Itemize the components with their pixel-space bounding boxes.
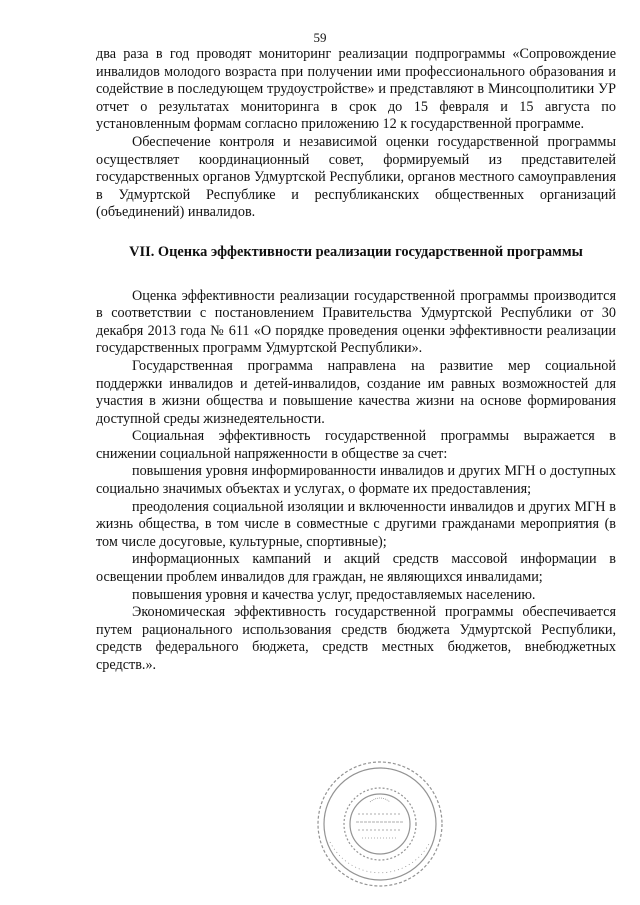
paragraph-evaluation: Оценка эффективности реализации государственной программы производится в соответствии с постановлением Правительства Удмуртской Республики от 30 декабря 2013 года № 611 «О порядке проведения оценки эффективности реализации государственных программ Удмуртской Республики».	[96, 287, 616, 357]
paragraph-monitoring: два раза в год проводят мониторинг реализации подпрограммы «Сопровождение инвалидов молодого возраста при получении ими профессионального образования и содействие в последующем трудоустройстве» и представляют в Минсоцполитики УР отчет о результатах мониторинга в срок до 15 февраля и 15 августа по установленным формам согласно приложению 12 к государственной программе.	[96, 46, 616, 133]
list-item-media: информационных кампаний и акций средств массовой информации в освещении проблем инвалидов для граждан, не являющихся инвалидами;	[96, 551, 616, 586]
seal-stamp-icon	[300, 752, 460, 892]
paragraph-social-effect: Социальная эффективность государственной программы выражается в снижении социальной напряженности в обществе за счет:	[96, 428, 616, 462]
paragraph-economic-effect: Экономическая эффективность государственной программы обеспечивается путем рационального использования средств бюджета Удмуртской Республики, средств федерального бюджета, средств местных бюджетов, внебюджетных средств.».	[96, 604, 616, 673]
list-item-isolation: преодоления социальной изоляции и включенности инвалидов и других МГН в жизнь общества, в том числе в совместные с другими гражданами мероприятия (в том числе досуговые, культурные, спортивные);	[96, 498, 616, 550]
page-number: 59	[313, 30, 327, 45]
paragraph-program-goal: Государственная программа направлена на развитие мер социальной поддержки инвалидов и детей-инвалидов, создание им равных возможностей для участия в жизни общества и повышение качества жизни на основе формирования доступной среды жизнедеятельности.	[96, 357, 616, 427]
section-heading: VII. Оценка эффективности реализации государственной программы	[129, 243, 583, 260]
paragraph-control: Обеспечение контроля и независимой оценки государственной программы осуществляет координационный совет, формируемый из представителей государственных органов Удмуртской Республики, органов местного самоуправления в Удмуртской Республике и республиканских общественных организаций (объединений) инвалидов.	[96, 133, 616, 221]
list-item-services: повышения уровня и качества услуг, предоставляемых населению.	[132, 586, 536, 603]
document-body	[96, 46, 616, 675]
list-item-awareness: повышения уровня информированности инвалидов и других МГН о доступных социально значимых объектах и услугах, о формате их предоставления;	[96, 463, 616, 498]
